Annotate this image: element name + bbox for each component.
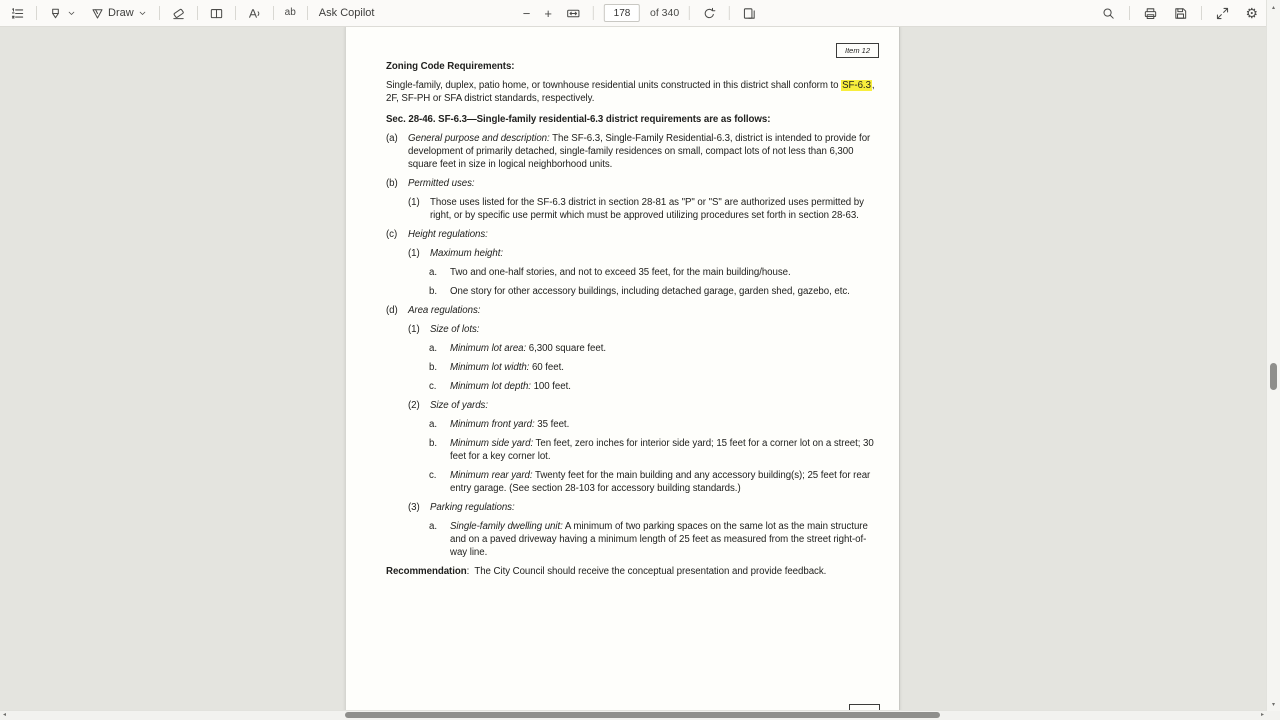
draw-button[interactable] [88, 4, 150, 23]
page-count-label: of 340 [649, 7, 680, 19]
item-text [430, 399, 488, 412]
zoom-in-icon: + [544, 5, 552, 21]
item-body: Two and one-half stories, and not to exceed 35 feet, for the main building/house. [450, 267, 791, 278]
doc-item-d3a [429, 520, 875, 559]
doc-item-d1b [429, 361, 875, 374]
item-text [430, 323, 479, 336]
scrollbar-corner [1267, 711, 1280, 720]
zoom-in-button[interactable] [542, 5, 554, 22]
doc-item-b [386, 177, 875, 190]
item-text [408, 304, 480, 317]
item-body: Twenty feet for the main building and any accessory building(s); 25 feet for rear entry garage. (See section 28-103 for accessory building standards.) [450, 470, 871, 494]
toolbar-separator [729, 6, 730, 20]
pdf-canvas [0, 26, 1280, 720]
scroll-right-arrow-icon[interactable]: ▸ [1260, 712, 1264, 718]
item-text [450, 266, 791, 279]
toolbar-separator [1129, 6, 1130, 20]
doc-item-c [386, 228, 875, 241]
print-icon [1143, 6, 1158, 21]
item-body: Ten feet, zero inches for interior side yard; 15 feet for a corner lot on a street; 30 feet for a key corner lot. [450, 438, 874, 462]
intro-pre: Single-family, duplex, patio home, or townhouse residential units constructed in this district shall conform to [386, 80, 842, 91]
recommendation-label: Recommendation [386, 566, 467, 577]
table-of-contents-icon [10, 6, 25, 21]
zoom-out-icon: − [522, 5, 531, 21]
item-text [408, 132, 875, 171]
item-label: b. [429, 286, 437, 297]
two-page-view-icon [209, 6, 224, 21]
item-text [450, 437, 875, 463]
save-icon [1173, 6, 1188, 21]
doc-item-d2 [408, 399, 875, 412]
item-body: 100 feet. [530, 381, 571, 392]
item-lead: Height regulations: [408, 229, 488, 240]
item-text [450, 380, 571, 393]
section-heading: Sec. 28-46. SF-6.3—Single-family residential-6.3 district requirements are as follows: [386, 114, 771, 125]
item-text [408, 228, 488, 241]
item-text [450, 520, 875, 559]
toolbar-separator [593, 6, 594, 20]
item-label: (3) [408, 502, 420, 513]
search-icon [1101, 6, 1116, 21]
add-text-button[interactable] [283, 6, 298, 20]
item-body: One story for other accessory buildings, including detached garage, garden shed, gazebo, etc. [450, 286, 850, 297]
item-label: a. [429, 343, 437, 354]
toolbar-separator [235, 6, 236, 20]
rotate-button[interactable] [700, 4, 719, 23]
horizontal-scrollbar-thumb[interactable] [345, 712, 940, 718]
chevron-down-icon [137, 8, 148, 19]
print-button[interactable] [1141, 4, 1160, 23]
document-content [386, 60, 875, 584]
draw-pen-icon [90, 6, 105, 21]
settings-gear-icon: ⚙ [1245, 5, 1258, 21]
rotate-icon [702, 6, 717, 21]
intro-post: , 2F, SF-PH or SFA district standards, respectively. [386, 80, 875, 104]
item-lead: Permitted uses: [408, 178, 475, 189]
doc-item-d2b [429, 437, 875, 463]
item-number-badge: Item 12 [836, 43, 879, 58]
item-lead: Minimum rear yard: [450, 470, 533, 481]
doc-item-b1 [408, 196, 875, 222]
item-lead: Maximum height: [430, 248, 504, 259]
pdf-toolbar [0, 0, 1280, 27]
toolbar-separator [159, 6, 160, 20]
doc-item-c1 [408, 247, 875, 260]
item-text [430, 501, 515, 514]
scroll-left-arrow-icon[interactable]: ◂ [3, 712, 7, 718]
add-text-icon: ab [284, 7, 296, 18]
item-label: (1) [408, 248, 420, 259]
item-body: The SF-6.3, Single-Family Residential-6.3, district is intended to provide for development of primarily detached, single-family residences on small, compact lots of not less than 6,300 square feet in size in logical neighborhood units. [408, 133, 871, 170]
page-view-button[interactable] [207, 4, 226, 23]
item-label: (c) [386, 229, 398, 240]
fullscreen-button[interactable] [1213, 4, 1232, 23]
highlighter-icon [48, 6, 63, 21]
doc-item-d [386, 304, 875, 317]
fit-to-width-icon [566, 6, 581, 21]
item-text [408, 177, 475, 190]
page-number-input[interactable] [604, 4, 640, 22]
item-text [450, 285, 850, 298]
item-label: (1) [408, 324, 420, 335]
vertical-scrollbar-thumb[interactable] [1270, 363, 1277, 390]
item-body: 35 feet. [534, 419, 570, 430]
doc-item-d1a [429, 342, 875, 355]
table-of-contents-button[interactable] [8, 4, 27, 23]
item-label: b. [429, 362, 437, 373]
item-label: (2) [408, 400, 420, 411]
toolbar-separator [1201, 6, 1202, 20]
item-label: c. [429, 381, 437, 392]
doc-item-d1 [408, 323, 875, 336]
chevron-down-icon [66, 8, 77, 19]
item-label: c. [429, 470, 437, 481]
item-text [450, 469, 875, 495]
item-text [430, 196, 875, 222]
toolbar-center-group [521, 4, 759, 23]
search-button[interactable] [1099, 4, 1118, 23]
doc-item-d1c [429, 380, 875, 393]
ask-copilot-button[interactable] [317, 5, 377, 21]
item-text [450, 418, 569, 431]
item-lead: Minimum lot area: [450, 343, 527, 354]
doc-item-d2c [429, 469, 875, 495]
item-lead: Single-family dwelling unit: [450, 521, 563, 532]
zoom-out-button[interactable] [521, 5, 533, 22]
page-layout-icon [742, 6, 757, 21]
item-lead: Minimum front yard: [450, 419, 535, 430]
ask-copilot-label: Ask Copilot [318, 7, 375, 19]
highlighted-text: SF-6.3 [842, 80, 871, 91]
toolbar-separator [307, 6, 308, 20]
intro-paragraph [386, 79, 875, 105]
doc-title: Zoning Code Requirements: [386, 61, 515, 72]
item-lead: General purpose and description: [408, 133, 550, 144]
item-lead: Size of lots: [430, 324, 480, 335]
item-text [450, 361, 564, 374]
item-text [450, 342, 606, 355]
fit-to-width-button[interactable] [564, 4, 583, 23]
recommendation-paragraph [386, 565, 875, 578]
doc-item-c1a [429, 266, 875, 279]
item-label: (d) [386, 305, 398, 316]
item-label: (1) [408, 197, 420, 208]
item-text [430, 247, 503, 260]
horizontal-scrollbar[interactable] [0, 710, 1267, 720]
read-aloud-icon [247, 6, 262, 21]
settings-button[interactable] [1243, 4, 1260, 22]
item-lead: Size of yards: [430, 400, 488, 411]
item-body: A minimum of two parking spaces on the same lot as the main structure and on a paved driveway having a minimum length of 25 feet as measured from the street right-of-way line. [450, 521, 868, 558]
scroll-down-arrow-icon[interactable]: ▾ [1271, 702, 1275, 708]
save-button[interactable] [1171, 4, 1190, 23]
doc-item-d2a [429, 418, 875, 431]
highlight-button[interactable] [46, 4, 79, 23]
item-label: b. [429, 438, 437, 449]
item-label: (a) [386, 133, 398, 144]
read-aloud-button[interactable] [245, 4, 264, 23]
pdf-page [345, 26, 900, 720]
item-label: a. [429, 521, 437, 532]
doc-item-c1b [429, 285, 875, 298]
toolbar-separator [36, 6, 37, 20]
doc-item-a [386, 132, 875, 171]
draw-button-label: Draw [108, 7, 134, 19]
doc-item-d3 [408, 501, 875, 514]
item-label: (b) [386, 178, 398, 189]
item-label: a. [429, 419, 437, 430]
item-body: 6,300 square feet. [526, 343, 606, 354]
item-lead: Parking regulations: [430, 502, 515, 513]
toolbar-separator [273, 6, 274, 20]
item-lead: Minimum lot depth: [450, 381, 531, 392]
item-body: 60 feet. [529, 362, 564, 373]
page-layout-button[interactable] [740, 4, 759, 23]
toolbar-left-group [8, 4, 376, 23]
scroll-up-arrow-icon[interactable]: ▴ [1271, 5, 1275, 11]
erase-button[interactable] [169, 4, 188, 23]
item-body: Those uses listed for the SF-6.3 district in section 28-81 as "P" or "S" are authorized uses permitted by right, or by specific use permit which must be approved utilizing procedures set forth in section 28-63. [430, 197, 864, 221]
recommendation-text: : The City Council should receive the conceptual presentation and provide feedback. [466, 566, 827, 577]
item-lead: Minimum side yard: [450, 438, 534, 449]
eraser-icon [171, 6, 186, 21]
expand-icon [1215, 6, 1230, 21]
toolbar-separator [689, 6, 690, 20]
toolbar-right-group [1099, 4, 1260, 23]
item-lead: Minimum lot width: [450, 362, 530, 373]
item-lead: Area regulations: [408, 305, 481, 316]
item-label: a. [429, 267, 437, 278]
toolbar-separator [197, 6, 198, 20]
vertical-scrollbar[interactable] [1266, 0, 1280, 711]
